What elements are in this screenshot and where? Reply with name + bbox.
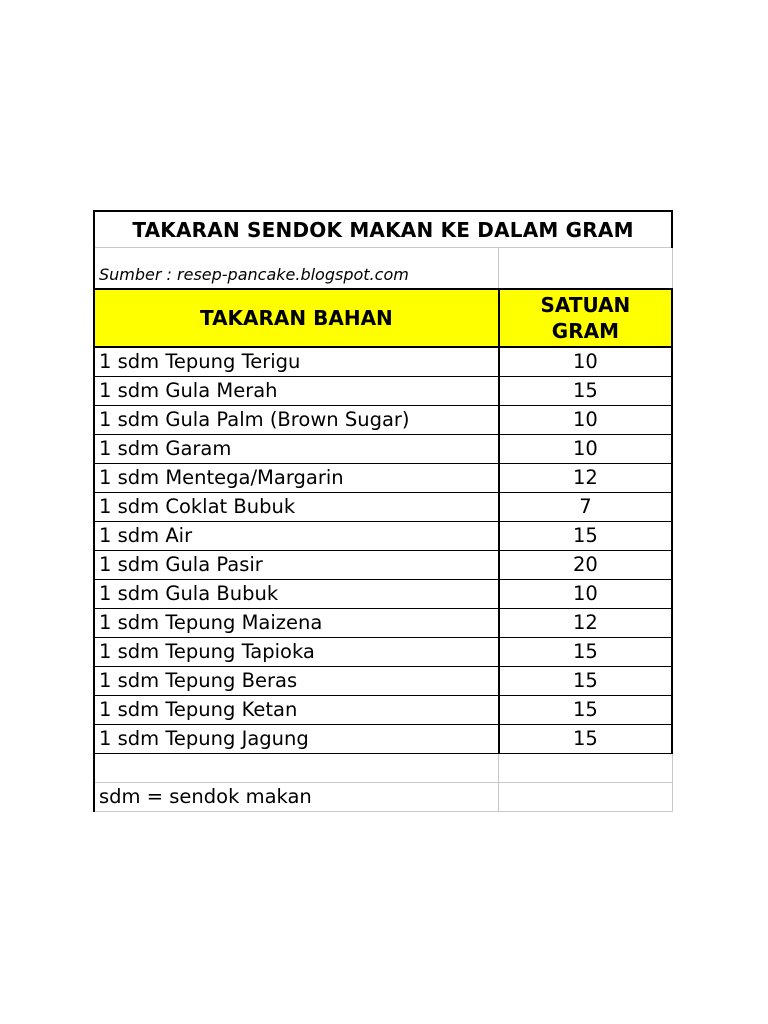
gram-cell: 15 (499, 667, 672, 696)
ingredient-cell: 1 sdm Coklat Bubuk (94, 493, 499, 522)
blank-cell (94, 754, 499, 783)
table-row (94, 377, 672, 406)
gram-cell: 15 (499, 696, 672, 725)
table-row (94, 522, 672, 551)
gram-cell: 15 (499, 725, 672, 754)
conversion-table (93, 210, 673, 812)
header-ingredient: TAKARAN BAHAN (94, 289, 499, 347)
ingredient-cell: 1 sdm Air (94, 522, 499, 551)
table-row (94, 406, 672, 435)
gram-cell: 20 (499, 551, 672, 580)
ingredient-cell: 1 sdm Tepung Terigu (94, 347, 499, 377)
gram-cell: 12 (499, 464, 672, 493)
gram-cell: 15 (499, 522, 672, 551)
ingredient-cell: 1 sdm Mentega/Margarin (94, 464, 499, 493)
table-row (94, 347, 672, 377)
note-row (94, 783, 672, 812)
table-row (94, 638, 672, 667)
ingredient-cell: 1 sdm Tepung Tapioka (94, 638, 499, 667)
gram-cell: 7 (499, 493, 672, 522)
gram-cell: 10 (499, 435, 672, 464)
title-row (94, 211, 672, 248)
note-empty-cell (499, 783, 672, 812)
table-row (94, 435, 672, 464)
table-row (94, 551, 672, 580)
table-row (94, 696, 672, 725)
gram-cell: 10 (499, 580, 672, 609)
gram-cell: 12 (499, 609, 672, 638)
note-cell: sdm = sendok makan (94, 783, 499, 812)
header-gram (499, 289, 672, 347)
table-row (94, 580, 672, 609)
table-row (94, 464, 672, 493)
ingredient-cell: 1 sdm Tepung Jagung (94, 725, 499, 754)
table-row (94, 667, 672, 696)
ingredient-cell: 1 sdm Gula Bubuk (94, 580, 499, 609)
ingredient-cell: 1 sdm Garam (94, 435, 499, 464)
blank-cell (499, 754, 672, 783)
ingredient-cell: 1 sdm Tepung Beras (94, 667, 499, 696)
source-cell: Sumber : resep-pancake.blogspot.com (94, 248, 499, 290)
header-gram-line2: GRAM (551, 319, 619, 343)
gram-cell: 15 (499, 638, 672, 667)
source-row (94, 248, 672, 290)
gram-cell: 10 (499, 406, 672, 435)
gram-cell: 15 (499, 377, 672, 406)
table-row (94, 609, 672, 638)
ingredient-cell: 1 sdm Tepung Ketan (94, 696, 499, 725)
ingredient-cell: 1 sdm Tepung Maizena (94, 609, 499, 638)
gram-cell: 10 (499, 347, 672, 377)
ingredient-cell: 1 sdm Gula Palm (Brown Sugar) (94, 406, 499, 435)
table-row (94, 493, 672, 522)
ingredient-cell: 1 sdm Gula Pasir (94, 551, 499, 580)
table-title: TAKARAN SENDOK MAKAN KE DALAM GRAM (94, 211, 672, 248)
header-row (94, 289, 672, 347)
table-row (94, 725, 672, 754)
ingredient-cell: 1 sdm Gula Merah (94, 377, 499, 406)
header-gram-line1: SATUAN (540, 293, 631, 317)
source-empty-cell (499, 248, 672, 290)
blank-row (94, 754, 672, 783)
